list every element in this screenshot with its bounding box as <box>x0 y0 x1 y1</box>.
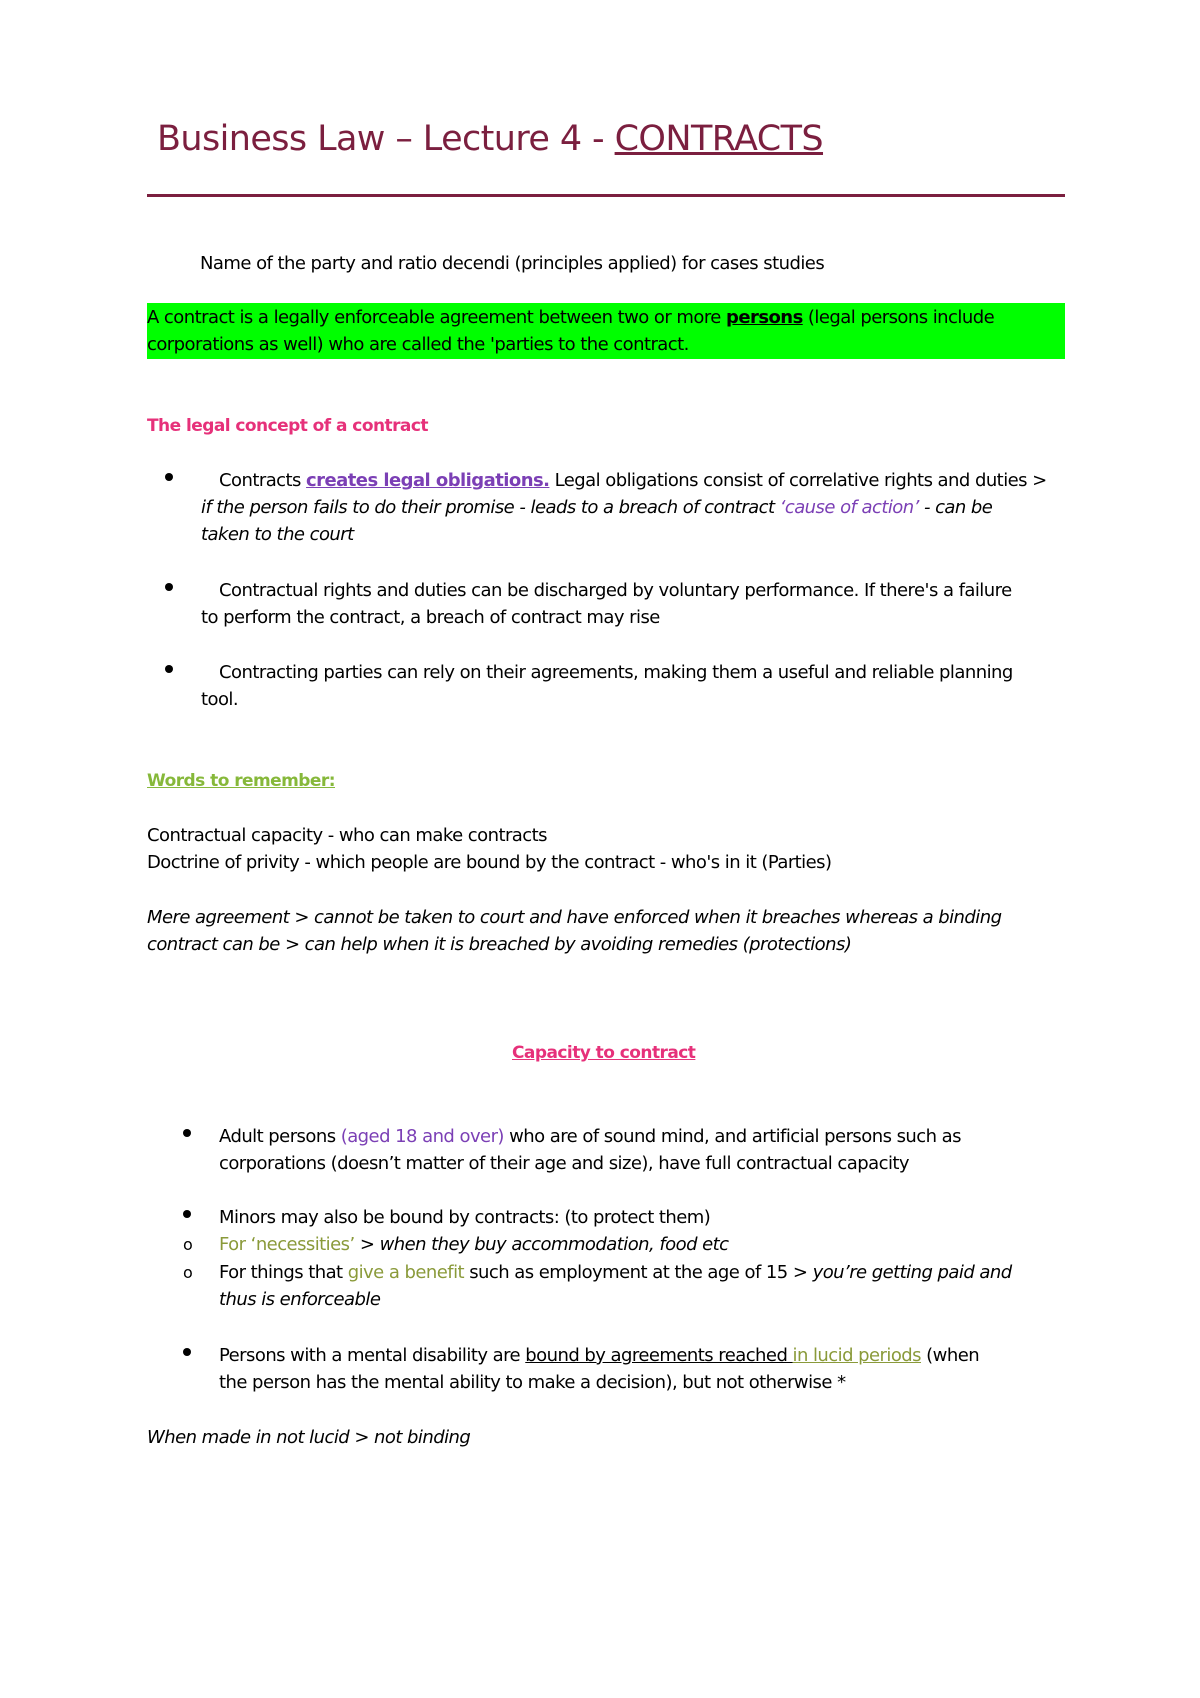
definition-text: (legal persons include <box>802 307 995 328</box>
bullet-text: Persons with a mental disability are <box>219 1345 526 1366</box>
bullet-text: who are of sound mind, and artificial persons such as <box>503 1126 961 1147</box>
bullet-text: Contracts <box>219 470 307 491</box>
bullet-1-line-3: taken to the court <box>201 524 354 545</box>
word-contractual-capacity: Contractual capacity - who can make contracts <box>147 825 547 846</box>
page-title <box>157 119 823 159</box>
bullet-2-line-2: to perform the contract, a breach of contract may rise <box>201 607 660 628</box>
bullet-icon <box>183 1210 191 1218</box>
section-heading-legal-concept: The legal concept of a contract <box>147 416 428 436</box>
title-prefix: Business Law – Lecture 4 - <box>157 119 615 159</box>
bullet-text: - can be <box>918 497 993 518</box>
word-doctrine-of-privity: Doctrine of privity - which people are bound by the contract - who's in it (Parties) <box>147 852 832 873</box>
bullet-text: Legal obligations consist of correlative rights and duties > <box>549 470 1047 491</box>
bullet-1-line-1 <box>219 467 1047 494</box>
capacity-bullet-1-line-2: corporations (doesn’t matter of their age and size), have full contractual capacity <box>219 1153 910 1174</box>
bullet-3-line-2: tool. <box>201 689 239 710</box>
in-lucid-periods: in lucid periods <box>792 1345 922 1366</box>
creates-legal-obligations: creates legal obligations. <box>306 470 550 491</box>
bullet-3-line-1: Contracting parties can rely on their agreements, making them a useful and reliable planning <box>219 662 1013 683</box>
capacity-bullet-3-line-1 <box>219 1342 979 1369</box>
title-underlined: CONTRACTS <box>614 119 824 159</box>
bullet-1-line-2 <box>201 494 992 521</box>
circle-bullet-icon: o <box>183 1235 193 1254</box>
definition-line-1 <box>147 304 994 331</box>
circle-bullet-icon: o <box>183 1263 193 1282</box>
capacity-sub-1 <box>219 1231 729 1258</box>
intro-text: Name of the party and ratio decendi (principles applied) for cases studies <box>200 253 825 274</box>
bullet-text: if the person fails to do their promise - leads to a breach of contract <box>201 497 780 518</box>
title-divider <box>147 194 1065 197</box>
definition-line-2: corporations as well) who are called the 'parties to the contract. <box>147 334 689 355</box>
capacity-bullet-1-line-1 <box>219 1123 961 1150</box>
bullet-icon <box>165 473 173 481</box>
give-a-benefit: give a benefit <box>347 1262 465 1283</box>
definition-persons: persons <box>726 307 803 328</box>
not-lucid-note: When made in not lucid > not binding <box>147 1427 471 1448</box>
sub-text: when they buy accommodation, food etc <box>379 1234 729 1255</box>
for-necessities: For ‘necessities’ <box>219 1234 355 1255</box>
mere-agreement-line-1: Mere agreement > cannot be taken to court and have enforced when it breaches whereas a binding <box>147 907 1002 928</box>
capacity-bullet-3-line-2: the person has the mental ability to make a decision), but not otherwise * <box>219 1372 846 1393</box>
sub-text: > <box>354 1234 380 1255</box>
bullet-icon <box>183 1348 191 1356</box>
section-heading-words: Words to remember: <box>147 771 335 791</box>
capacity-bullet-2: Minors may also be bound by contracts: (to protect them) <box>219 1207 711 1228</box>
bullet-text: (when <box>921 1345 980 1366</box>
cause-of-action: ‘cause of action’ <box>779 497 919 518</box>
sub-text: For things that <box>219 1262 348 1283</box>
sub-text: such as employment at the age of 15 > <box>464 1262 813 1283</box>
definition-text: A contract is a legally enforceable agreement between two or more <box>147 307 726 328</box>
sub-text: you’re getting paid and <box>812 1262 1012 1283</box>
bullet-2-line-1: Contractual rights and duties can be discharged by voluntary performance. If there's a failure <box>219 580 1012 601</box>
bullet-icon <box>183 1129 191 1137</box>
capacity-sub-2-line-1 <box>219 1259 1012 1286</box>
aged-18-and-over: (aged 18 and over) <box>340 1126 504 1147</box>
bullet-icon <box>165 583 173 591</box>
bound-by-agreements: bound by agreements reached <box>525 1345 793 1366</box>
mere-agreement-line-2: contract can be > can help when it is breached by avoiding remedies (protections) <box>147 934 852 955</box>
capacity-sub-2-line-2: thus is enforceable <box>219 1289 381 1310</box>
section-heading-capacity: Capacity to contract <box>512 1043 696 1063</box>
bullet-text: Adult persons <box>219 1126 341 1147</box>
bullet-icon <box>165 665 173 673</box>
